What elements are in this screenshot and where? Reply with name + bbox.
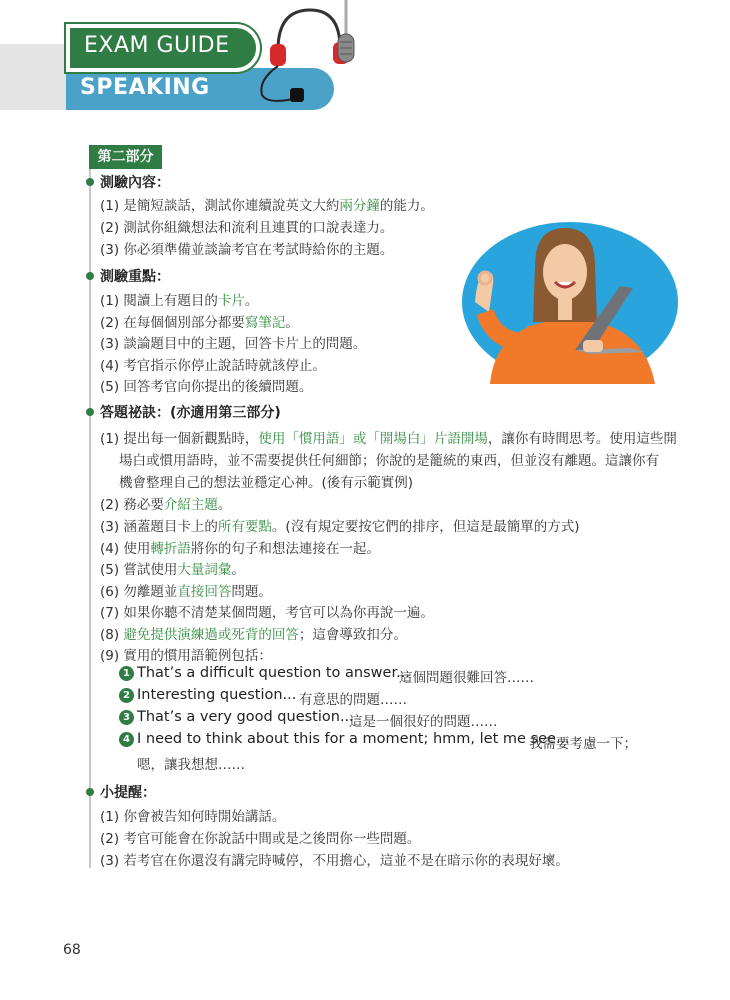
- headphones-icon: [248, 0, 368, 112]
- example-4: 4 I need to think about this for a moment; hmm, let me see... 我需要考慮一下；: [119, 731, 570, 747]
- example-number-badge: 2: [119, 688, 134, 703]
- tips-item-6: (6) 勿離題並直接回答問題。: [100, 584, 272, 600]
- tips-item-9: (9) 實用的慣用語範例包括：: [100, 648, 272, 664]
- example-3: 3 That’s a very good question... 這是一個很好的問題……: [119, 709, 354, 725]
- speaking-title: SPEAKING: [80, 75, 210, 100]
- focus-item-2: (2) 在每個個別部分都要寫筆記。: [100, 315, 299, 331]
- exam-guide-banner: [66, 24, 260, 72]
- tips-item-1-line-3: 機會整理自己的想法並穩定心神。(後有示範實例): [119, 475, 414, 491]
- bullet-dot-focus: [86, 272, 94, 280]
- example-2: 2 Interesting question... 有意思的問題……: [119, 687, 296, 703]
- reminder-item-1: (1) 你會被告知何時開始講話。: [100, 809, 286, 825]
- reminder-item-2: (2) 考官可能會在你說話中間或是之後問你一些問題。: [100, 831, 421, 847]
- bullet-dot-reminder: [86, 788, 94, 796]
- bullet-dot-tips: [86, 408, 94, 416]
- example-number-badge: 3: [119, 710, 134, 725]
- content-item-2: (2) 測試你組織想法和流利且連貫的口說表達力。: [100, 220, 394, 236]
- bullet-dot-content: [86, 178, 94, 186]
- example-4-line-2: 嗯，讓我想想……: [137, 757, 245, 773]
- example-1: 1 That’s a difficult question to answer... 這個問題很難回答……: [119, 665, 410, 681]
- woman-with-laptop-illustration: [455, 222, 680, 384]
- tips-item-7: (7) 如果你聽不清楚某個問題，考官可以為你再說一遍。: [100, 605, 434, 621]
- tips-item-2: (2) 務必要介紹主題。: [100, 497, 232, 513]
- example-number-badge: 4: [119, 732, 134, 747]
- focus-item-4: (4) 考官指示你停止說話時就該停止。: [100, 358, 326, 374]
- tips-item-4: (4) 使用轉折語將你的句子和想法連接在一起。: [100, 541, 380, 557]
- focus-heading: 測驗重點：: [100, 269, 170, 285]
- reminder-heading: 小提醒：: [100, 785, 156, 801]
- page-number: 68: [63, 942, 81, 958]
- content-item-3: (3) 你必須準備並談論考官在考試時給你的主題。: [100, 242, 394, 258]
- reminder-item-3: (3) 若考官在你還沒有講完時喊停，不用擔心，這並不是在暗示你的表現好壞。: [100, 853, 569, 869]
- part-tag: 第二部分: [89, 145, 162, 169]
- tips-item-1: (1) 提出每一個新觀點時，使用「慣用語」或「開場白」片語開場，讓你有時間思考。使用這些開: [100, 431, 677, 447]
- focus-item-5: (5) 回答考官向你提出的後續問題。: [100, 379, 313, 395]
- example-number-badge: 1: [119, 666, 134, 681]
- exam-guide-title: EXAM GUIDE: [84, 33, 230, 58]
- focus-item-3: (3) 談論題目中的主題，回答卡片上的問題。: [100, 336, 367, 352]
- content-item-1: (1) 是簡短談話，測試你連續說英文大約兩分鐘的能力。: [100, 198, 434, 214]
- content-heading: 測驗內容：: [100, 175, 170, 191]
- focus-item-1: (1) 閱讀上有題目的卡片。: [100, 293, 259, 309]
- tips-item-5: (5) 嘗試使用大量詞彙。: [100, 562, 245, 578]
- tips-item-1-line-2: 場白或慣用語時，並不需要提供任何細節；你說的是籠統的東西，但並沒有離題。這讓你有: [119, 453, 659, 469]
- tips-item-3: (3) 涵蓋題目卡上的所有要點。(沒有規定要按它們的排序，但這是最簡單的方式): [100, 519, 580, 535]
- tips-item-8: (8) 避免提供演練過或死背的回答；這會導致扣分。: [100, 627, 407, 643]
- tips-heading: 答題祕訣：(亦適用第三部分): [100, 405, 281, 421]
